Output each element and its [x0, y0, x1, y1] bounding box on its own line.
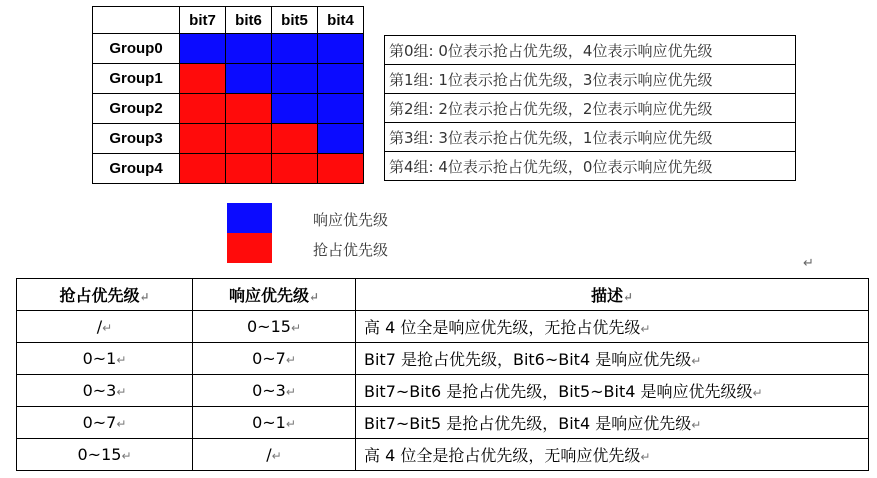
table-row: [17, 311, 869, 343]
response-range-cell: 0~1↵: [193, 407, 356, 439]
bit-header: bit4: [318, 7, 364, 34]
preemption-range-cell: 0~1↵: [17, 343, 193, 375]
preemption-range-cell: 0~15↵: [17, 439, 193, 471]
bit-header: bit6: [226, 7, 272, 34]
table-row: [17, 375, 869, 407]
preemption-bit-cell: [318, 154, 364, 184]
response-bit-cell: [318, 124, 364, 154]
group-label: Group1: [93, 64, 180, 94]
group-label: Group3: [93, 124, 180, 154]
legend-swatch-preemption: [227, 233, 272, 263]
response-range-cell: 0~7↵: [193, 343, 356, 375]
header-response: 响应优先级↵: [193, 279, 356, 311]
legend-swatch-response: [227, 203, 272, 233]
bit-header: bit5: [272, 7, 318, 34]
group-descriptions: [384, 35, 796, 181]
preemption-bit-cell: [226, 154, 272, 184]
preemption-bit-cell: [180, 94, 226, 124]
response-range-cell: 0~3↵: [193, 375, 356, 407]
response-bit-cell: [272, 34, 318, 64]
group-label: Group2: [93, 94, 180, 124]
preemption-bit-cell: [226, 94, 272, 124]
description-row: [385, 65, 796, 94]
response-bit-cell: [226, 34, 272, 64]
description-cell: Bit7~Bit5 是抢占优先级，Bit4 是响应优先级↵: [356, 407, 869, 439]
table-row: [17, 343, 869, 375]
description-cell: Bit7~Bit6 是抢占优先级，Bit5~Bit4 是响应优先级级↵: [356, 375, 869, 407]
grid-header-row: [93, 7, 364, 34]
response-bit-cell: [180, 34, 226, 64]
description-row: [385, 94, 796, 123]
preemption-range-cell: 0~3↵: [17, 375, 193, 407]
preemption-bit-cell: [180, 64, 226, 94]
group-description: 第3组: 3位表示抢占优先级，1位表示响应优先级: [385, 123, 796, 152]
legend-label-response: 响应优先级: [313, 211, 389, 229]
response-bit-cell: [318, 34, 364, 64]
response-bit-cell: [272, 94, 318, 124]
table-row: [17, 407, 869, 439]
response-bit-cell: [318, 64, 364, 94]
preemption-bit-cell: [272, 124, 318, 154]
description-body: [385, 36, 796, 181]
priority-table-body: [17, 311, 869, 471]
description-cell: 高 4 位全是响应优先级，无抢占优先级↵: [356, 311, 869, 343]
group-description: 第2组: 2位表示抢占优先级，2位表示响应优先级: [385, 94, 796, 123]
header-description: 描述↵: [356, 279, 869, 311]
group-label: Group0: [93, 34, 180, 64]
bit-header: bit7: [180, 7, 226, 34]
description-row: [385, 123, 796, 152]
response-bit-cell: [318, 94, 364, 124]
return-mark: ↵: [803, 256, 814, 271]
group-label: Group4: [93, 154, 180, 184]
grid-row: [93, 94, 364, 124]
grid-row: [93, 34, 364, 64]
description-row: [385, 152, 796, 181]
response-bit-cell: [226, 64, 272, 94]
priority-table-header-row: [17, 279, 869, 311]
legend-label-preemption: 抢占优先级: [313, 241, 389, 259]
grid-corner: [93, 7, 180, 34]
description-row: [385, 36, 796, 65]
header-preemption: 抢占优先级↵: [17, 279, 193, 311]
grid-body: [93, 34, 364, 184]
response-range-cell: /↵: [193, 439, 356, 471]
group-description: 第0组: 0位表示抢占优先级，4位表示响应优先级: [385, 36, 796, 65]
preemption-range-cell: 0~7↵: [17, 407, 193, 439]
preemption-bit-cell: [226, 124, 272, 154]
preemption-bit-cell: [180, 154, 226, 184]
priority-table: [16, 278, 869, 471]
preemption-bit-cell: [180, 124, 226, 154]
description-cell: 高 4 位全是抢占优先级，无响应优先级↵: [356, 439, 869, 471]
description-cell: Bit7 是抢占优先级，Bit6~Bit4 是响应优先级↵: [356, 343, 869, 375]
preemption-bit-cell: [272, 154, 318, 184]
grid-row: [93, 154, 364, 184]
table-row: [17, 439, 869, 471]
group-description: 第1组: 1位表示抢占优先级，3位表示响应优先级: [385, 65, 796, 94]
group-description: 第4组: 4位表示抢占优先级，0位表示响应优先级: [385, 152, 796, 181]
priority-group-grid: [92, 6, 364, 184]
response-range-cell: 0~15↵: [193, 311, 356, 343]
grid-row: [93, 124, 364, 154]
preemption-range-cell: /↵: [17, 311, 193, 343]
response-bit-cell: [272, 64, 318, 94]
grid-row: [93, 64, 364, 94]
